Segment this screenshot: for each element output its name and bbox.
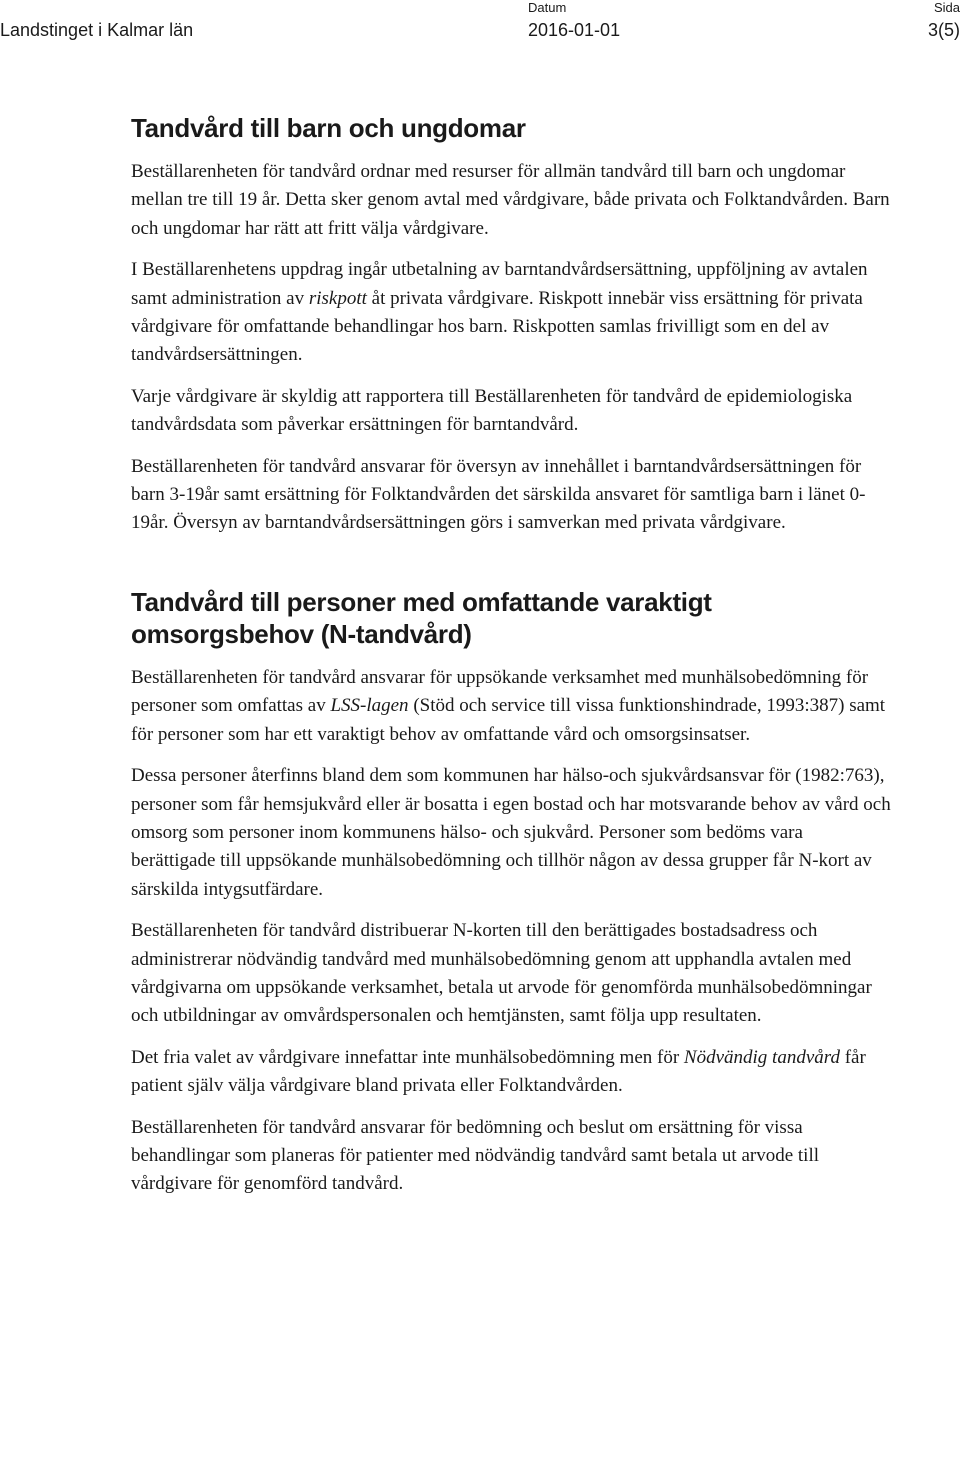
section-heading-n-tandvard: Tandvård till personer med omfattande varaktigt omsorgsbehov (N-tandvård) bbox=[131, 586, 712, 649]
paragraph bbox=[131, 664, 891, 749]
text-run: åt privata vårdgivare. Riskpott innebär viss ersättning för privata vårdgivare för omfattande behandlingar hos barn. Riskpotten samlas frivilligt som en del av tandvårdsersättningen. bbox=[131, 287, 863, 366]
text-run: Beställarenheten för tandvård ansvarar för uppsökande verksamhet med munhälsobedömning för personer som omfattas av bbox=[131, 666, 869, 717]
text-run: får patient själv välja vårdgivare bland privata eller Folktandvården. bbox=[131, 1046, 866, 1097]
paragraph bbox=[131, 1044, 891, 1101]
document-body bbox=[131, 112, 891, 1212]
paragraph: Beställarenheten för tandvård ansvarar för bedömning och beslut om ersättning för vissa behandlingar som planeras för patienter med nödvändig tandvård samt betala ut arvode till vårdgivare för genomförd tandvård. bbox=[131, 1116, 819, 1195]
text-run: I Beställarenhetens uppdrag ingår utbetalning av barntandvårdsersättning, uppföljning av avtalen samt administration av bbox=[131, 259, 868, 309]
page-number: 3(5) bbox=[927, 20, 960, 40]
page-header bbox=[0, 0, 960, 60]
section-heading-children: Tandvård till barn och ungdomar bbox=[131, 113, 526, 143]
organization-name: Landstinget i Kalmar län bbox=[0, 20, 194, 40]
date-label: Datum bbox=[528, 0, 567, 15]
paragraph: Beställarenheten för tandvård distribuerar N-korten till den berättigades bostadsadress och administrerar nödvändig tandvård med munhälsobedömning genom att upphandla avtalen med vårdgivarna om uppsökande verksamhet, betala ut arvode för genomförda munhälsobedömningar och utbildningar av omvårdspersonalen och hemtjänsten, samt följa upp resultaten. bbox=[131, 920, 872, 1027]
text-run: Det fria valet av vårdgivare innefattar inte munhälsobedömning men för bbox=[131, 1046, 684, 1068]
page-label: Sida bbox=[933, 0, 960, 15]
emphasis-nodvandig-tandvard: Nödvändig tandvård bbox=[683, 1046, 840, 1068]
paragraph bbox=[131, 256, 891, 370]
paragraph: Varje vårdgivare är skyldig att rapportera till Beställarenheten för tandvård de epidemiologiska tandvårdsdata som påverkar ersättningen för barntandvård. bbox=[131, 385, 853, 436]
emphasis-riskpott: riskpott bbox=[308, 287, 367, 309]
emphasis-lss-lagen: LSS-lagen bbox=[330, 695, 409, 717]
paragraph: Beställarenheten för tandvård ansvarar för översyn av innehållet i barntandvårdsersättningen för barn 3-19år samt ersättning för Folktandvården det särskilda ansvaret för samtliga barn i länet 0-19år. Översyn av barntandvårdsersättningen görs i samverkan med privata vårdgivare. bbox=[131, 455, 866, 534]
paragraph: Dessa personer återfinns bland dem som kommunen har hälso-och sjukvårdsansvar för (1982:763), personer som får hemsjukvård eller är bosatta i egen bostad och har motsvarande behov av vård och omsorg som personer inom kommunens hälso- och sjukvård. Personer som bedöms vara berättigade till uppsökande munhälsobedömning och tillhör någon av dessa grupper får N-kort av särskilda intygsutfärdare. bbox=[131, 765, 891, 900]
paragraph: Beställarenheten för tandvård ordnar med resurser för allmän tandvård till barn och ungdomar mellan tre till 19 år. Detta sker genom avtal med vårdgivare, både privata och Folktandvården. Barn och ungdomar har rätt att fritt välja vårdgivare. bbox=[131, 161, 890, 239]
text-run: (Stöd och service till vissa funktionshindrade, 1993:387) samt för personer som har ett varaktigt behov av omfattande vård och omsorgsinsatser. bbox=[131, 695, 886, 745]
date-value: 2016-01-01 bbox=[528, 20, 621, 40]
